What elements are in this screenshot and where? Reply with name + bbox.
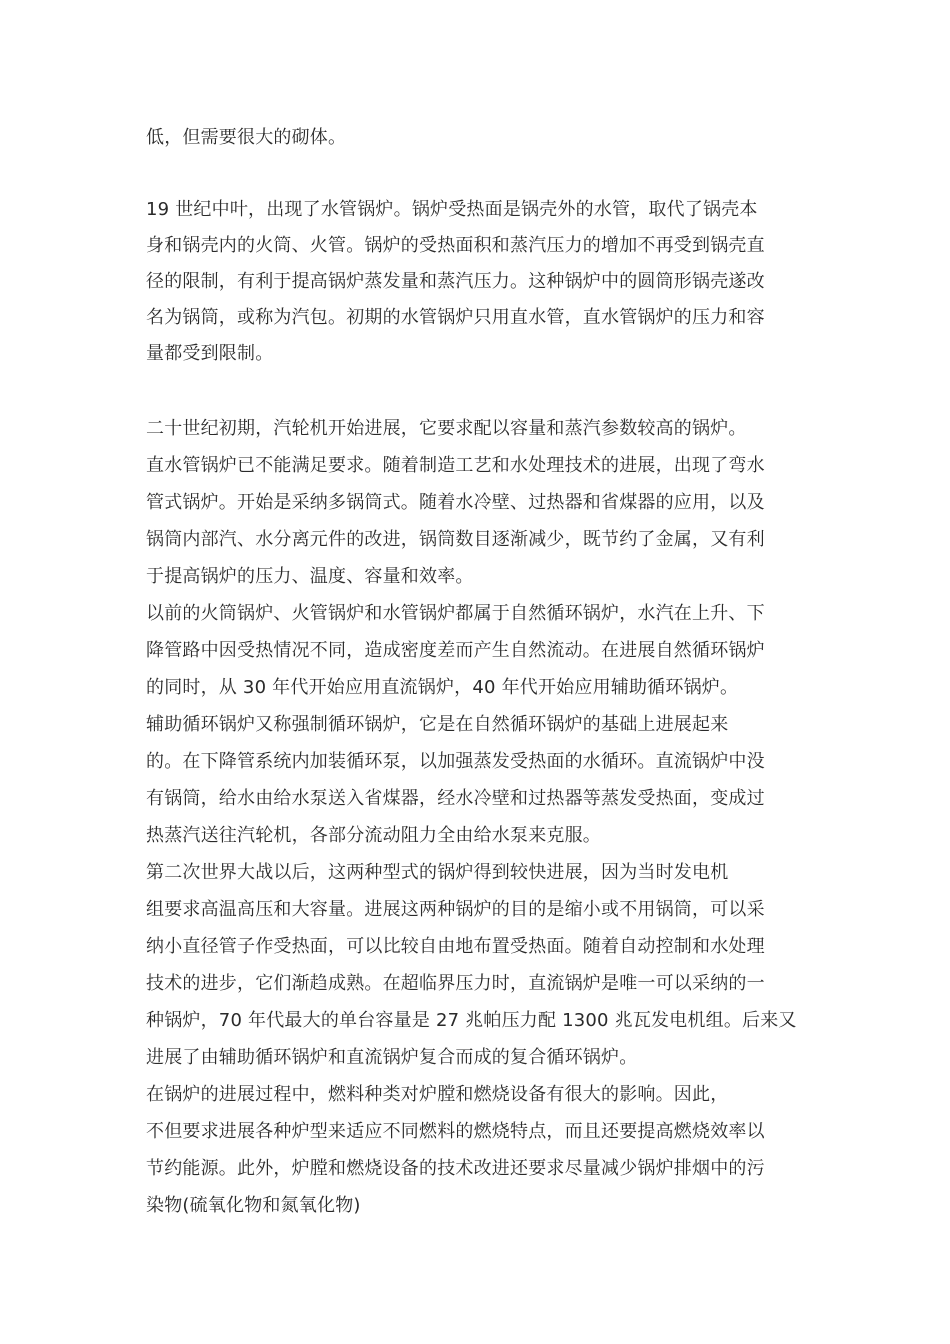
text-line: 热蒸汽送往汽轮机，各部分流动阻力全由给水泵来克服。 (146, 825, 601, 846)
text-line: 19 世纪中叶，出现了水管锅炉。锅炉受热面是锅壳外的水管，取代了锅壳本 (146, 199, 758, 220)
text-line: 身和锅壳内的火筒、火管。锅炉的受热面积和蒸汽压力的增加不再受到锅壳直 (146, 235, 765, 256)
text-line: 低，但需要很大的砌体。 (146, 127, 347, 148)
text-line: 节约能源。此外，炉膛和燃烧设备的技术改进还要求尽量减少锅炉排烟中的污 (146, 1158, 765, 1179)
text-line: 二十世纪初期，汽轮机开始进展，它要求配以容量和蒸汽参数较高的锅炉。 (146, 418, 747, 439)
text-line: 染物(硫氧化物和氮氧化物) (146, 1195, 361, 1216)
text-line: 纳小直径管子作受热面，可以比较自由地布置受热面。随着自动控制和水处理 (146, 936, 765, 957)
text-line: 有锅筒，给水由给水泵送入省煤器，经水冷壁和过热器等蒸发受热面，变成过 (146, 788, 765, 809)
text-line: 直水管锅炉已不能满足要求。随着制造工艺和水处理技术的进展，出现了弯水 (146, 455, 765, 476)
text-line: 径的限制，有利于提高锅炉蒸发量和蒸汽压力。这种锅炉中的圆筒形锅壳遂改 (146, 271, 765, 292)
text-line: 名为锅筒，或称为汽包。初期的水管锅炉只用直水管，直水管锅炉的压力和容 (146, 307, 765, 328)
text-line: 技术的进步，它们渐趋成熟。在超临界压力时，直流锅炉是唯一可以采纳的一 (146, 973, 765, 994)
text-line: 的同时，从 30 年代开始应用直流锅炉，40 年代开始应用辅助循环锅炉。 (146, 677, 739, 698)
text-line: 种锅炉，70 年代最大的单台容量是 27 兆帕压力配 1300 兆瓦发电机组。后来又 (146, 1010, 797, 1031)
text-line: 量都受到限制。 (146, 343, 274, 364)
text-line: 于提高锅炉的压力、温度、容量和效率。 (146, 566, 474, 587)
text-line: 的。在下降管系统内加装循环泵，以加强蒸发受热面的水循环。直流锅炉中没 (146, 751, 765, 772)
text-line: 第二次世界大战以后，这两种型式的锅炉得到较快进展，因为当时发电机 (146, 862, 729, 883)
text-line: 管式锅炉。开始是采纳多锅筒式。随着水冷壁、过热器和省煤器的应用，以及 (146, 492, 765, 513)
text-line: 锅筒内部汽、水分离元件的改进，锅筒数目逐渐减少，既节约了金属，又有利 (146, 529, 765, 550)
text-line: 以前的火筒锅炉、火管锅炉和水管锅炉都属于自然循环锅炉，水汽在上升、下 (146, 603, 765, 624)
text-line: 组要求高温高压和大容量。进展这两种锅炉的目的是缩小或不用锅筒，可以采 (146, 899, 765, 920)
text-line: 不但要求进展各种炉型来适应不同燃料的燃烧特点，而且还要提高燃烧效率以 (146, 1121, 765, 1142)
text-line: 进展了由辅助循环锅炉和直流锅炉复合而成的复合循环锅炉。 (146, 1047, 638, 1068)
text-line: 降管路中因受热情况不同，造成密度差而产生自然流动。在进展自然循环锅炉 (146, 640, 765, 661)
text-line: 在锅炉的进展过程中，燃料种类对炉膛和燃烧设备有很大的影响。因此， (146, 1084, 729, 1105)
text-line: 辅助循环锅炉又称强制循环锅炉，它是在自然循环锅炉的基础上进展起来 (146, 714, 729, 735)
